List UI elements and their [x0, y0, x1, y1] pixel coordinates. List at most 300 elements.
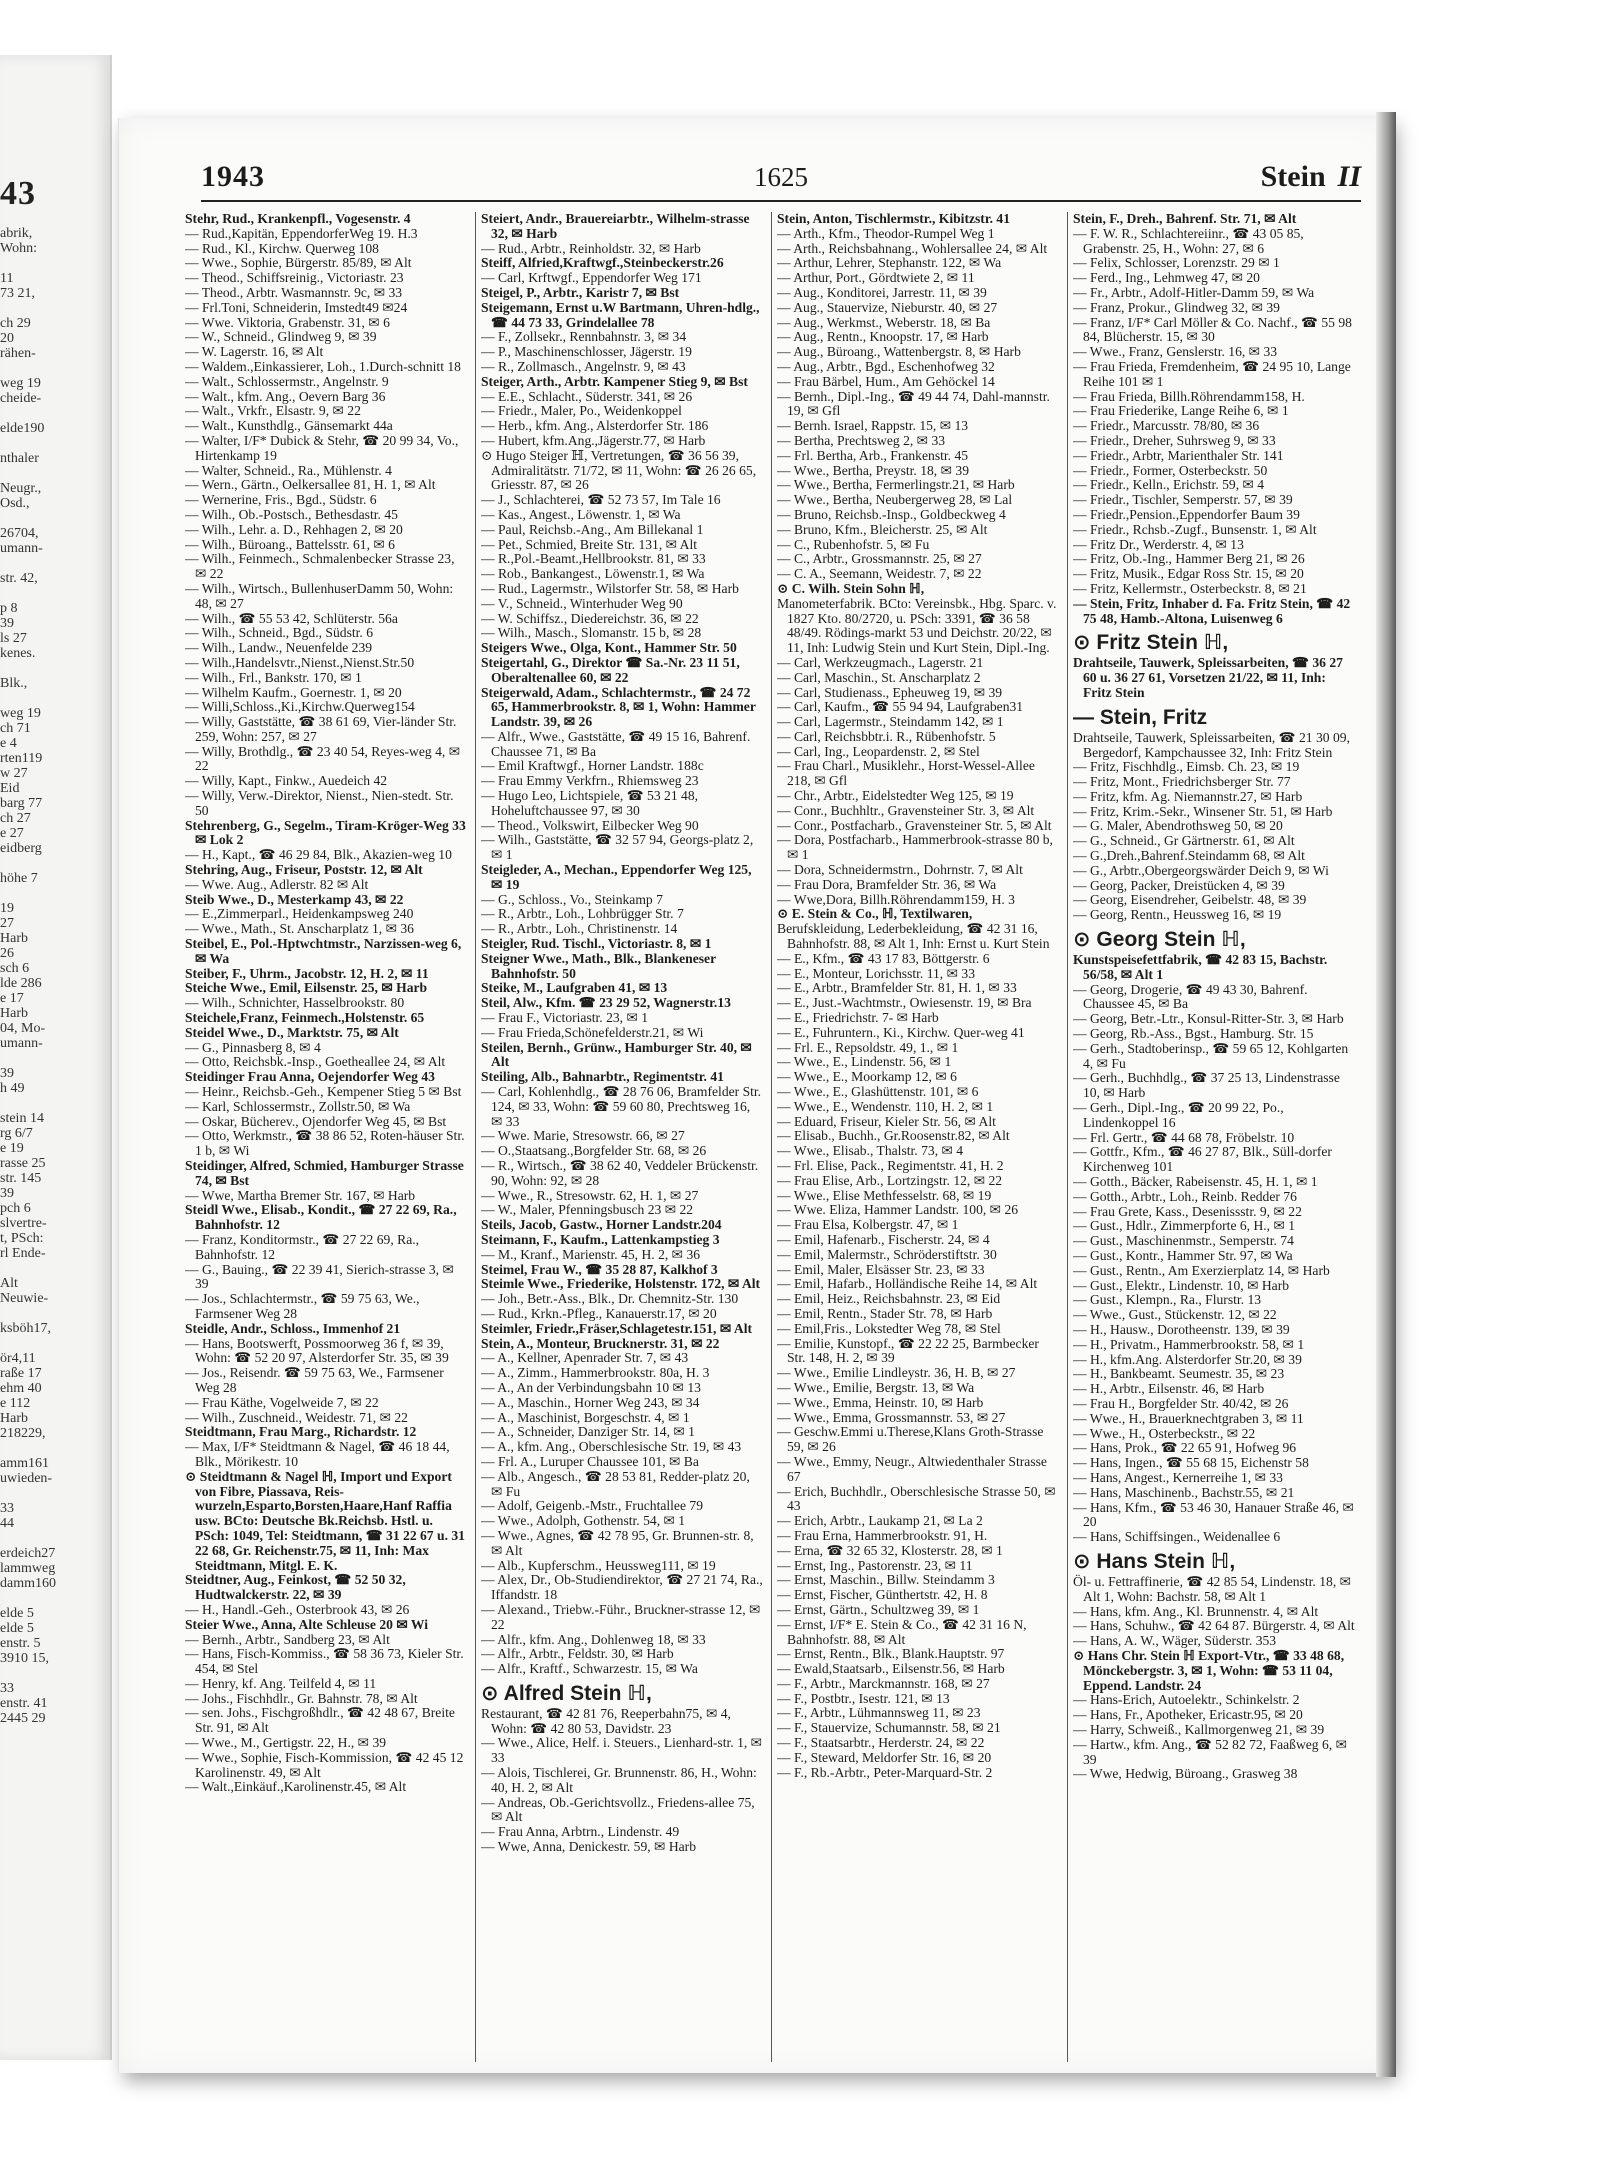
left-page-line: 26 — [0, 946, 14, 961]
left-page-line: amm161 — [0, 1456, 49, 1471]
directory-entry: — Franz, Konditormstr., ☎ 27 22 69, Ra., Bahnhofstr. 12 — [185, 1231, 420, 1262]
directory-entry: — Wilh., Ob.-Postsch., Bethesdastr. 45 — [185, 506, 398, 522]
directory-entry: — Wwe., Elisab., Thalstr. 73, ✉ 4 — [777, 1143, 964, 1159]
directory-entry: — Frau Frieda, Billh.Röhrendamm158, H. — [1073, 388, 1305, 404]
directory-entry: — Wilh., Büroang., Battelsstr. 61, ✉ 6 — [185, 536, 395, 552]
directory-entry: — Friedr., Marcusstr. 78/80, ✉ 36 — [1073, 418, 1260, 434]
directory-entry: Steimle Wwe., Friederike, Holstenstr. 172, ✉ Alt — [481, 1276, 761, 1292]
directory-entry: — Frau Käthe, Vogelweide 7, ✉ 22 — [185, 1394, 379, 1410]
directory-entry: — Rud., Kl., Kirchw. Querweg 108 — [185, 240, 379, 256]
directory-entry: Steidtner, Aug., Feinkost, ☎ 52 50 32, Hudtwalckerstr. 22, ✉ 39 — [185, 1572, 406, 1603]
directory-entry: Drahtseile, Tauwerk, Spleissarbeiten, ☎ 21 30 09, Bergedorf, Kampchaussee 32, Inh: Fritz Stein — [1073, 729, 1350, 760]
directory-entry: — Hans, Ingen., ☎ 55 68 15, Eichenstr 58 — [1073, 1455, 1309, 1471]
left-page-line: e 17 — [0, 991, 24, 1006]
directory-entry: — Wilh., Masch., Slomanstr. 15 b, ✉ 28 — [481, 625, 702, 641]
directory-page — [118, 118, 1391, 2073]
directory-entry: — sen. Johs., Fischgroßhdlr., ☎ 42 48 67, Breite Str. 91, ✉ Alt — [185, 1705, 455, 1736]
directory-entry: — Willy, Brothdlg., ☎ 23 40 54, Reyes-weg 4, ✉ 22 — [185, 743, 461, 774]
left-page-line: 39 — [0, 1066, 14, 1081]
directory-entry: — C., Arbtr., Grossmannstr. 25, ✉ 27 — [777, 551, 982, 567]
directory-entry: — Friedr., Maler, Po., Weidenkoppel — [481, 403, 682, 419]
directory-entry: Berufskleidung, Lederbekleidung, ☎ 42 31 16, Bahnhofstr. 88, ✉ Alt 1, Inh: Ernst u. Kurt Stein — [777, 921, 1050, 952]
directory-entry: — Alfr., Wwe., Gaststätte, ☎ 49 15 16, Bahrenf. Chaussee 71, ✉ Ba — [481, 728, 751, 759]
directory-entry: — Emil,Fris., Lokstedter Weg 78, ✉ Stel — [777, 1320, 1001, 1336]
directory-entry: — Ewald,Staatsarb., Eilsenstr.56, ✉ Harb — [777, 1661, 1005, 1677]
directory-entry: — Aug., Werkmst., Weberstr. 18, ✉ Ba — [777, 314, 991, 330]
left-page-line: weg 19 — [0, 376, 41, 391]
left-page-line: ch 29 — [0, 316, 31, 331]
left-page-line: e 19 — [0, 1141, 24, 1156]
directory-entry: — V., Schneid., Winterhuder Weg 90 — [481, 595, 683, 611]
directory-entry: — H., Arbtr., Eilsenstr. 46, ✉ Harb — [1073, 1381, 1265, 1397]
directory-entry: — Frau Dora, Bramfelder Str. 36, ✉ Wa — [777, 876, 997, 892]
directory-entry: Drahtseile, Tauwerk, Spleissarbeiten, ☎ 36 27 60 u. 36 27 61, Vorsetzen 21/22, ✉ 11, Inh: Fritz Stein — [1073, 655, 1343, 700]
left-page-line: Alt — [0, 1276, 18, 1291]
directory-entry: ⊙ C. Wilh. Stein Sohn ℍ, — [777, 580, 925, 596]
left-page-line: weg 19 — [0, 706, 41, 721]
directory-entry: — Alexand., Triebw.-Führ., Bruckner-strasse 12, ✉ 22 — [481, 1601, 761, 1632]
left-page-line: w 27 — [0, 766, 28, 781]
left-page-line: elde190 — [0, 421, 45, 436]
directory-entry: — G., Bauing., ☎ 22 39 41, Sierich-strasse 3, ✉ 39 — [185, 1261, 454, 1292]
directory-entry: — Ernst, Rentn., Blk., Blank.Hauptstr. 97 — [777, 1646, 1005, 1662]
directory-entry: — Alfr., Arbtr., Feldstr. 30, ✉ Harb — [481, 1646, 674, 1662]
directory-entry: Steimann, F., Kaufm., Lattenkampstieg 3 — [481, 1231, 720, 1247]
left-page-line: lammweg — [0, 1561, 56, 1576]
directory-entry: Steidle, Andr., Schloss., Immenhof 21 — [185, 1320, 401, 1336]
directory-entry: — Wwe., Sophie, Fisch-Kommission, ☎ 42 45 12 Karolinenstr. 49, ✉ Alt — [185, 1749, 464, 1780]
directory-entry: — F., Arbtr., Lühmannsweg 11, ✉ 23 — [777, 1705, 981, 1721]
header-keyword-text: Stein — [1260, 160, 1326, 193]
page-edge-shadow — [1376, 112, 1396, 2077]
directory-entry: — Gerh., Dipl.-Ing., ☎ 20 99 22, Po., Lindenkoppel 16 — [1073, 1100, 1284, 1130]
directory-column-2 — [481, 212, 764, 2062]
left-page-line: lde 286 — [0, 976, 42, 991]
directory-entry: — Hartw., kfm. Ang., ☎ 52 82 72, Faaßweg 6, ✉ 39 — [1073, 1736, 1347, 1767]
directory-entry: Steiche Wwe., Emil, Eilsenstr. 25, ✉ Harb — [185, 980, 428, 996]
directory-entry: ⊙ Hans Chr. Stein ℍ Export-Vtr., ☎ 33 48 68, Mönckebergstr. 3, ✉ 1, Wohn: ☎ 53 11 04, Eppend. Landstr. 24 — [1073, 1647, 1345, 1693]
directory-entry: — Wwe., Adolph, Gothenstr. 54, ✉ 1 — [481, 1513, 686, 1529]
left-page-line: rasse 25 — [0, 1156, 46, 1171]
directory-entry: — C. A., Seemann, Weidestr. 7, ✉ 22 — [777, 566, 982, 582]
left-page-line: 26704, — [0, 526, 39, 541]
left-page-line: elde 5 — [0, 1606, 34, 1621]
directory-entry: — Friedr., Former, Osterbeckstr. 50 — [1073, 462, 1268, 478]
directory-entry: — Wwe, Anna, Denickestr. 59, ✉ Harb — [481, 1839, 696, 1855]
left-page-line: umann- — [0, 1036, 43, 1051]
directory-entry: — Harry, Schweiß., Kallmorgenweg 21, ✉ 39 — [1073, 1721, 1325, 1737]
directory-entry: — Hans, Prok., ☎ 22 65 91, Hofweg 96 — [1073, 1440, 1297, 1456]
directory-entry: — Carl, Ing., Leopardenstr. 2, ✉ Stel — [777, 743, 980, 759]
directory-entry: — Wilh., Landw., Neuenfelde 239 — [185, 640, 373, 656]
directory-columns — [185, 212, 1365, 2062]
directory-entry: Manometerfabrik. BCto: Vereinsbk., Hbg. Sparc. v. 1827 Kto. 80/2720, u. PSch: 3391, ☎ 36 58 48/49. Rödings-markt 53 und Deichstr. 20/22, ✉ 11, Inh: Ludwig Stein und Kurt Stein, Dipl.-Ing. — [777, 595, 1057, 656]
left-page-line: eidberg — [0, 841, 42, 856]
directory-entry: — Gerh., Buchhdlg., ☎ 37 25 13, Lindenstrasse 10, ✉ Harb — [1073, 1070, 1340, 1101]
directory-entry: — Bernh., Arbtr., Sandberg 23, ✉ Alt — [185, 1631, 390, 1647]
directory-entry: Steils, Jacob, Gastw., Horner Landstr.204 — [481, 1217, 722, 1233]
directory-entry: — Wwe., Emilie, Bergstr. 13, ✉ Wa — [777, 1379, 975, 1395]
directory-entry: — Wilh., ☎ 55 53 42, Schlüterstr. 56a — [185, 610, 398, 626]
directory-entry: — Wilh., Lehr. a. D., Rehhagen 2, ✉ 20 — [185, 521, 403, 537]
directory-entry: — Carl, Kohlenhdlg., ☎ 28 76 06, Bramfelder Str. 124, ✉ 33, Wohn: ☎ 59 60 80, Prechtsweg 16, ✉ 33 — [481, 1084, 762, 1129]
left-page-line: t, PSch: — [0, 1231, 44, 1246]
directory-entry: — Wwe., Math., St. Anscharplatz 1, ✉ 36 — [185, 921, 414, 937]
directory-entry: — A., Maschinist, Borgeschstr. 4, ✉ 1 — [481, 1409, 690, 1425]
directory-entry: — Friedr.,Pension.,Eppendorfer Baum 39 — [1073, 506, 1300, 522]
left-page-line: abrik, — [0, 226, 33, 241]
left-page-line: umann- — [0, 541, 43, 556]
directory-entry: — Dora, Schneidermstrn., Dohrnstr. 7, ✉ Alt — [777, 862, 1023, 878]
directory-entry: — F., Zollsekr., Rennbahnstr. 3, ✉ 34 — [481, 329, 687, 345]
directory-entry: — Wilh., Gaststätte, ☎ 32 57 94, Georgs-platz 2, ✉ 1 — [481, 832, 754, 863]
directory-entry: — Walt., Kunsthdlg., Gänsemarkt 44a — [185, 418, 393, 434]
directory-entry: Steimler, Friedr.,Fräser,Schlagetestr.151, ✉ Alt — [481, 1320, 753, 1336]
directory-entry: — Gerh., Stadtoberinsp., ☎ 59 65 12, Kohlgarten 4, ✉ Fu — [1073, 1040, 1349, 1071]
directory-entry: — Carl, Werkzeugmach., Lagerstr. 21 — [777, 654, 984, 670]
left-page-line: 218229, — [0, 1426, 46, 1441]
left-page-line: pch 6 — [0, 1201, 31, 1216]
directory-entry: — A., An der Verbindungsbahn 10 ✉ 13 — [481, 1379, 701, 1395]
directory-entry: — Fr., Arbtr., Adolf-Hitler-Damm 59, ✉ Wa — [1073, 284, 1315, 300]
directory-entry: — Hans, Angest., Kernerreihe 1, ✉ 33 — [1073, 1469, 1283, 1485]
directory-entry: — W., Schneid., Glindweg 9, ✉ 39 — [185, 329, 377, 345]
directory-entry: — Frl. Elise, Pack., Regimentstr. 41, H. 2 — [777, 1158, 1004, 1173]
directory-entry: — Bernh. Israel, Rappstr. 15, ✉ 13 — [777, 418, 969, 434]
left-page-line: enstr. 5 — [0, 1636, 41, 1651]
left-page-line: 11 — [0, 271, 14, 286]
left-page-line: 19 — [0, 901, 14, 916]
directory-entry: — Wwe., H., Osterbeckstr., ✉ 22 — [1073, 1425, 1256, 1441]
directory-entry: — Frl. A., Luruper Chaussee 101, ✉ Ba — [481, 1453, 699, 1469]
left-page-line: ch 27 — [0, 811, 31, 826]
directory-entry: — Wwe., Franz, Genslerstr. 16, ✉ 33 — [1073, 344, 1278, 360]
directory-entry: — F., Arbtr., Marckmannstr. 168, ✉ 27 — [777, 1675, 990, 1691]
directory-entry: — Paul, Reichsb.-Ang., Am Billekanal 1 — [481, 521, 704, 537]
directory-entry: — Alfr., Kraftf., Schwarzestr. 15, ✉ Wa — [481, 1661, 698, 1677]
directory-entry: Steigertahl, G., Direktor ☎ Sa.-Nr. 23 11 51, Oberaltenallee 60, ✉ 22 — [481, 654, 740, 685]
directory-entry: — Waldem.,Einkassierer, Loh., 1.Durch-schnitt 18 — [185, 358, 461, 374]
directory-entry: — Pet., Schmied, Breite Str. 131, ✉ Alt — [481, 536, 698, 552]
directory-entry: — Friedr., Tischler, Semperstr. 57, ✉ 39 — [1073, 492, 1293, 508]
directory-entry: ⊙ Georg Stein ℍ, — [1073, 928, 1246, 952]
directory-entry: — H., Handl.-Geh., Osterbrook 43, ✉ 26 — [185, 1601, 410, 1617]
directory-entry: — Friedr., Kelln., Erichstr. 59, ✉ 4 — [1073, 477, 1265, 493]
left-facing-page — [0, 55, 112, 2060]
directory-entry: — F., Stauervize, Schumannstr. 58, ✉ 21 — [777, 1720, 1001, 1736]
directory-entry: — A., Maschin., Horner Weg 243, ✉ 34 — [481, 1394, 700, 1410]
left-page-line: raße 17 — [0, 1366, 42, 1381]
directory-entry: — Hans, Schuhw., ☎ 42 64 87. Bürgerstr. 4, ✉ Alt — [1073, 1618, 1355, 1634]
directory-entry: — E., Monteur, Lorichsstr. 11, ✉ 33 — [777, 965, 975, 981]
directory-entry: — Wwe., Bertha, Preystr. 18, ✉ 39 — [777, 462, 969, 478]
directory-entry: — Alfr., kfm. Ang., Dohlenweg 18, ✉ 33 — [481, 1631, 706, 1647]
directory-entry: — F., Steward, Meldorfer Str. 16, ✉ 20 — [777, 1749, 992, 1765]
directory-entry: — E., Friedrichstr. 7- ✉ Harb — [777, 1010, 939, 1026]
directory-entry: — Ernst, Ing., Pastorenstr. 23, ✉ 11 — [777, 1557, 973, 1573]
directory-entry: — Emil, Rentn., Stader Str. 78, ✉ Harb — [777, 1305, 993, 1321]
left-page-line: ls 27 — [0, 631, 27, 646]
directory-entry: — Hans, kfm. Ang., Kl. Brunnenstr. 4, ✉ Alt — [1073, 1603, 1319, 1619]
directory-entry: — F. W. R., Schlachtereiinr., ☎ 43 05 85, Grabenstr. 25, H., Wohn: 27, ✉ 6 — [1073, 225, 1304, 256]
directory-entry: — Heinr., Reichsb.-Geh., Kempener Stieg 5 ✉ Bst — [185, 1084, 462, 1100]
directory-entry: Steidinger Frau Anna, Oejendorfer Weg 43 — [185, 1069, 435, 1085]
directory-entry: — Hugo Leo, Lichtspiele, ☎ 53 21 48, Hoheluftchaussee 97, ✉ 30 — [481, 788, 699, 818]
directory-entry: — Frau Anna, Arbtrn., Lindenstr. 49 — [481, 1824, 680, 1840]
directory-entry: ⊙ Steidtmann & Nagel ℍ, Import und Export von Fibre, Piassava, Reis-wurzeln,Esparto,Borsten,Haare,Hanf Raffia usw. BCto: Deutsche Bk.Reichsb. Hstl. u. PSch: 1049, Tel: Steidtmann, ☎ 31 22 67 u. 31 22 68, Gr. Reichenstr.75, ✉ 11, Inh: Max Steidtmann, Mitgl. E. K. — [185, 1468, 465, 1573]
directory-entry: — E., Just.-Wachtmstr., Owiesenstr. 19, ✉ Bra — [777, 995, 1032, 1011]
directory-entry: — Frau Elsa, Kolbergstr. 47, ✉ 1 — [777, 1217, 959, 1233]
directory-entry: — Frau Emmy Verkfrn., Rhiemsweg 23 — [481, 773, 699, 789]
column-divider — [1067, 212, 1068, 2062]
directory-entry: — Willy, Verw.-Direktor, Nienst., Nien-stedt. Str. 50 — [185, 788, 454, 818]
directory-entry: — Wwe., M., Gertigstr. 22, H., ✉ 39 — [185, 1735, 387, 1751]
directory-entry: — Geschw.Emmi u.Therese,Klans Groth-Strasse 59, ✉ 26 — [777, 1424, 1044, 1455]
directory-entry: — Gotth., Arbtr., Loh., Reinb. Redder 76 — [1073, 1188, 1297, 1204]
directory-entry: — Wwe., Emilie Lindleystr. 36, H. B, ✉ 27 — [777, 1365, 1016, 1381]
directory-entry: — A., kfm. Ang., Oberschlesische Str. 19, ✉ 43 — [481, 1439, 742, 1455]
left-page-line: str. 42, — [0, 571, 38, 586]
directory-entry: — Gust., Kontr., Hammer Str. 97, ✉ Wa — [1073, 1248, 1293, 1263]
directory-entry: Steil, Alw., Kfm. ☎ 23 29 52, Wagnerstr.13 — [481, 995, 731, 1011]
directory-entry: — Oskar, Bücherev., Ojendorfer Weg 45, ✉ Bst — [185, 1113, 447, 1129]
directory-entry: — A., Zimm., Hammerbrookstr. 80a, H. 3 — [481, 1365, 710, 1381]
directory-entry: ⊙ Fritz Stein ℍ, — [1073, 631, 1229, 655]
header-keyword — [1261, 160, 1361, 194]
directory-entry: — Kas., Angest., Löwenstr. 1, ✉ Wa — [481, 506, 681, 522]
directory-entry: — Gust., Klempn., Ra., Flurstr. 13 — [1073, 1292, 1262, 1308]
column-divider — [475, 212, 476, 2062]
directory-entry: — P., Maschinenschlosser, Jägerstr. 19 — [481, 344, 692, 360]
directory-entry: — Frau Grete, Kass., Desenissstr. 9, ✉ 22 — [1073, 1203, 1302, 1219]
directory-entry: Steigner Wwe., Math., Blk., Blankeneser Bahnhofstr. 50 — [481, 950, 716, 981]
directory-entry: — Georg, Eisendreher, Geibelstr. 48, ✉ 39 — [1073, 892, 1307, 908]
directory-entry: — Fritz, kfm. Ag. Niemannstr.27, ✉ Harb — [1073, 788, 1303, 804]
directory-entry: — Aug., Konditorei, Jarrestr. 11, ✉ 39 — [777, 284, 987, 300]
directory-entry: — Aug., Arbtr., Bgd., Eschenhofweg 32 — [777, 358, 995, 374]
directory-entry: — Frl. Bertha, Arb., Frankenstr. 45 — [777, 447, 969, 463]
directory-entry: Steibel, E., Pol.-Hptwchtmstr., Narzissen-weg 6, ✉ Wa — [185, 936, 462, 966]
directory-entry: — Arthur, Lehrer, Stephanstr. 122, ✉ Wa — [777, 255, 1002, 271]
directory-entry: — Wwe. Aug., Adlerstr. 82 ✉ Alt — [185, 876, 369, 892]
directory-entry: — Gust., Hdlr., Zimmerpforte 6, H., ✉ 1 — [1073, 1218, 1296, 1234]
directory-entry: — C., Rubenhofstr. 5, ✉ Fu — [777, 536, 930, 552]
directory-entry: — W. Lagerstr. 16, ✉ Alt — [185, 344, 324, 360]
directory-column-4 — [1073, 212, 1356, 2062]
directory-entry: — R., Zollmasch., Angelnstr. 9, ✉ 43 — [481, 358, 686, 374]
directory-entry: Steidtmann, Frau Marg., Richardstr. 12 — [185, 1424, 417, 1440]
directory-entry: Steiff, Alfried,Kraftwgf.,Steinbeckerstr.26 — [481, 255, 724, 271]
directory-entry: — Arth., Kfm., Theodor-Rumpel Weg 1 — [777, 225, 995, 241]
directory-entry: — H., kfm.Ang. Alsterdorfer Str.20, ✉ 39 — [1073, 1351, 1302, 1367]
left-page-line: 39 — [0, 1186, 14, 1201]
directory-entry: — Wwe., Bertha, Fermerlingstr.21, ✉ Harb — [777, 477, 1015, 493]
directory-entry: — Wilh., Zuschneid., Weidestr. 71, ✉ 22 — [185, 1409, 408, 1425]
directory-entry: — G., Schloss., Vo., Steinkamp 7 — [481, 891, 663, 907]
directory-entry: — Theod., Arbtr. Wasmannstr. 9c, ✉ 33 — [185, 284, 403, 300]
left-page-line: uwieden- — [0, 1471, 53, 1486]
left-page-line: barg 77 — [0, 796, 43, 811]
directory-entry: Steidinger, Alfred, Schmied, Hamburger Strasse 74, ✉ Bst — [185, 1158, 464, 1188]
directory-entry: — Henry, kf. Ang. Teilfeld 4, ✉ 11 — [185, 1675, 377, 1691]
directory-entry: — Carl, Krftwgf., Eppendorfer Weg 171 — [481, 270, 702, 286]
directory-entry: ⊙ Alfred Stein ℍ, — [481, 1681, 652, 1705]
directory-entry: Stehrenberg, G., Segelm., Tiram-Kröger-Weg 33 ✉ Lok 2 — [185, 817, 466, 848]
header-year: 1943 — [201, 160, 265, 193]
left-page-line: Neuwie- — [0, 1291, 49, 1306]
directory-entry: — Gust., Rentn., Am Exerzierplatz 14, ✉ Harb — [1073, 1262, 1330, 1278]
directory-entry: — Carl, Studienass., Epheuweg 19, ✉ 39 — [777, 684, 1003, 700]
directory-entry: — F., Postbtr., Isestr. 121, ✉ 13 — [777, 1690, 950, 1706]
directory-entry: — E., Fuhruntern., Ki., Kirchw. Quer-weg 41 — [777, 1024, 1025, 1040]
directory-entry: — Franz, Prokur., Glindweg 32, ✉ 39 — [1073, 299, 1280, 315]
directory-entry: — O.,Staatsang.,Borgfelder Str. 68, ✉ 26 — [481, 1143, 707, 1159]
directory-entry: — Fritz, Kellermstr., Osterbeckstr. 8, ✉ 21 — [1073, 580, 1307, 596]
directory-entry: — Jos., Schlachtermstr., ☎ 59 75 63, We., Farmsener Weg 28 — [185, 1291, 420, 1321]
directory-entry: Steichele,Franz, Feinmech.,Holstenstr. 65 — [185, 1010, 425, 1026]
directory-entry: — Aug., Stauervize, Nieburstr. 40, ✉ 27 — [777, 299, 998, 315]
directory-entry: Steigerwald, Adam., Schlachtermstr., ☎ 24 72 65, Hammerbrookstr. 8, ✉ 1, Wohn: Hammer Landstr. 39, ✉ 26 — [481, 684, 756, 730]
left-page-line: 39 — [0, 616, 14, 631]
directory-entry: — Ernst, Fischer, Günthertstr. 42, H. 8 — [777, 1587, 988, 1603]
directory-entry: — Emil, Heiz., Reichsbahnstr. 23, ✉ Eid — [777, 1291, 1001, 1307]
directory-entry: — Dora, Postfacharb., Hammerbrook-strasse 80 b, ✉ 1 — [777, 832, 1053, 863]
directory-entry: Steimel, Frau W., ☎ 35 28 87, Kalkhof 3 — [481, 1261, 718, 1277]
directory-entry: Steike, M., Laufgraben 41, ✉ 13 — [481, 980, 668, 996]
directory-entry: — Wwe., Alice, Helf. i. Steuers., Lienhard-str. 1, ✉ 33 — [481, 1735, 763, 1766]
directory-entry: — Fritz, Krim.-Sekr., Winsener Str. 51, ✉ Harb — [1073, 803, 1333, 819]
directory-entry: Stehring, Aug., Friseur, Poststr. 12, ✉ Alt — [185, 862, 423, 878]
left-page-line: sch 6 — [0, 961, 30, 976]
directory-entry: Steigemann, Ernst u.W Bartmann, Uhren-hdlg., ☎ 44 73 33, Grindelallee 78 — [481, 299, 760, 330]
directory-entry: — Frau Elise, Arb., Lortzingstr. 12, ✉ 22 — [777, 1172, 1003, 1188]
directory-entry: — Arthur, Port., Gördtwiete 2, ✉ 11 — [777, 270, 975, 286]
directory-entry: — Fritz, Fischhdlg., Eimsb. Ch. 23, ✉ 19 — [1073, 759, 1300, 775]
directory-entry: — Carl, Reichsbbtr.i. R., Rübenhofstr. 5 — [777, 728, 996, 744]
directory-entry: — Hans, A. W., Wäger, Süderstr. 353 — [1073, 1633, 1277, 1649]
left-page-line: 33 — [0, 1501, 14, 1516]
directory-entry: — Frl. E., Repsoldstr. 49, 1., ✉ 1 — [777, 1039, 959, 1055]
directory-entry: — Walt.,Einkäuf.,Karolinenstr.45, ✉ Alt — [185, 1779, 407, 1795]
directory-entry: — Wwe., Gust., Stückenstr. 12, ✉ 22 — [1073, 1307, 1277, 1323]
directory-entry: Kunstspeisefettfabrik, ☎ 42 83 15, Bachstr. 56/58, ✉ Alt 1 — [1073, 952, 1328, 982]
directory-entry: — Wwe,Dora, Billh.Röhrendamm159, H. 3 — [777, 891, 1015, 907]
directory-entry: — Fritz Dr., Werderstr. 4, ✉ 13 — [1073, 536, 1244, 552]
directory-entry: — Wwe., Bertha, Neubergerweg 28, ✉ Lal — [777, 492, 1013, 508]
directory-entry: — Alb., Kupferschm., Heussweg111, ✉ 19 — [481, 1557, 716, 1573]
directory-entry: — Otto, Werkmstr., ☎ 38 86 52, Roten-häuser Str. 1 b, ✉ Wi — [185, 1128, 465, 1159]
directory-entry: — Alex, Dr., Ob-Studiendirektor, ☎ 27 21 74, Ra., Iffandstr. 18 — [481, 1572, 763, 1603]
directory-entry: — Chr., Arbtr., Eidelstedter Weg 125, ✉ 19 — [777, 788, 1014, 804]
directory-entry: — Eduard, Friseur, Kieler Str. 56, ✉ Alt — [777, 1113, 996, 1129]
directory-entry: — Emil Kraftwgf., Horner Landstr. 188c — [481, 758, 704, 774]
directory-entry: — Elisab., Buchh., Gr.Roosenstr.82, ✉ Alt — [777, 1128, 1010, 1144]
directory-entry: Steigleder, A., Mechan., Eppendorfer Weg 125, ✉ 19 — [481, 862, 752, 892]
directory-entry: — Theod., Schiffsreinig., Victoriastr. 23 — [185, 270, 404, 286]
directory-entry: — Friedr., Dreher, Suhrsweg 9, ✉ 33 — [1073, 432, 1276, 448]
directory-entry: — Theod., Volkswirt, Eilbecker Weg 90 — [481, 817, 699, 833]
directory-entry: — Fritz, Musik., Edgar Ross Str. 15, ✉ 20 — [1073, 566, 1304, 582]
directory-entry: — Wwe, Hedwig, Büroang., Grasweg 38 — [1073, 1766, 1298, 1782]
left-page-line: Harb — [0, 1006, 28, 1021]
directory-entry: — Aug., Rentn., Knoopstr. 17, ✉ Harb — [777, 329, 989, 345]
directory-entry: — Wwe., Emma, Heinstr. 10, ✉ Harb — [777, 1394, 984, 1410]
directory-entry: — Bruno, Reichsb.-Insp., Goldbeckweg 4 — [777, 506, 1006, 522]
directory-entry: — Wern., Gärtn., Oelkersallee 81, H. 1, ✉ Alt — [185, 477, 436, 493]
directory-entry: — Wwe. Eliza, Hammer Landstr. 100, ✉ 26 — [777, 1202, 1019, 1218]
left-page-line: 3910 15, — [0, 1651, 49, 1666]
directory-entry: — Emil, Maler, Elsässer Str. 23, ✉ 33 — [777, 1261, 985, 1277]
directory-entry: — Wwe., E., Lindenstr. 56, ✉ 1 — [777, 1054, 952, 1070]
directory-entry: — Frau Friederike, Lange Reihe 6, ✉ 1 — [1073, 403, 1289, 419]
directory-entry: — Friedr., Rchsb.-Zugf., Bunsenstr. 1, ✉ Alt — [1073, 521, 1317, 537]
directory-entry: — R., Arbtr., Loh., Christinenstr. 14 — [481, 921, 678, 937]
directory-entry: — Rud., Krkn.-Pfleg., Kanauerstr.17, ✉ 20 — [481, 1305, 717, 1321]
directory-entry: — G., Pinnasberg 8, ✉ 4 — [185, 1039, 321, 1055]
directory-entry: — Felix, Schlosser, Lorenzstr. 29 ✉ 1 — [1073, 255, 1280, 271]
directory-entry: — G.,Dreh.,Bahrenf.Steindamm 68, ✉ Alt — [1073, 848, 1305, 864]
directory-entry: — Fritz, Mont., Friedrichsberger Str. 77 — [1073, 774, 1291, 790]
directory-entry: — G., Schneid., Gr Gärtnerstr. 61, ✉ Alt — [1073, 833, 1295, 849]
directory-entry: Steib Wwe., D., Mesterkamp 43, ✉ 22 — [185, 891, 404, 907]
directory-entry: Steilen, Bernh., Grünw., Hamburger Str. 40, ✉ Alt — [481, 1039, 752, 1070]
left-page-line: p 8 — [0, 601, 18, 616]
directory-entry: — Conr., Buchhltr., Gravensteiner Str. 3, ✉ Alt — [777, 802, 1035, 818]
directory-entry: — Wwe., Elise Methfesselstr. 68, ✉ 19 — [777, 1187, 992, 1203]
directory-entry: — Stein, Fritz — [1073, 705, 1208, 729]
directory-entry: — Frau Charl., Musiklehr., Horst-Wessel-Allee 218, ✉ Gfl — [777, 758, 1035, 789]
left-page-year: 43 — [0, 175, 36, 212]
left-page-line: 27 — [0, 916, 14, 931]
left-page-line: rten119 — [0, 751, 43, 766]
left-page-line: Osd., — [0, 496, 30, 511]
directory-entry: — Emil, Hafarb., Holländische Reihe 14, ✉ Alt — [777, 1276, 1038, 1292]
directory-entry: — Gust., Maschinenmstr., Semperstr. 74 — [1073, 1233, 1294, 1249]
directory-entry: — Georg, Betr.-Ltr., Konsul-Ritter-Str. 3, ✉ Harb — [1073, 1011, 1344, 1027]
directory-entry: — Franz, I/F* Carl Möller & Co. Nachf., ☎ 55 98 84, Blücherstr. 15, ✉ 30 — [1073, 314, 1352, 345]
directory-entry: — Erich, Buchhdlr., Oberschlesische Strasse 50, ✉ 43 — [777, 1483, 1056, 1514]
left-page-line: Wohn: — [0, 241, 37, 256]
directory-column-1 — [185, 212, 468, 2062]
directory-entry: Steiling, Alb., Bahnarbtr., Regimentstr. 41 — [481, 1069, 724, 1085]
directory-entry: — Walt., kfm. Ang., Oevern Barg 36 — [185, 388, 386, 404]
directory-entry: — R.,Pol.-Beamt.,Hellbrookstr. 81, ✉ 33 — [481, 551, 706, 567]
directory-entry: — Frau F., Victoriastr. 23, ✉ 1 — [481, 1010, 649, 1026]
directory-entry: — Wwe, Martha Bremer Str. 167, ✉ Harb — [185, 1187, 416, 1203]
directory-entry: — Max, I/F* Steidtmann & Nagel, ☎ 46 18 44, Blk., Mörikestr. 10 — [185, 1439, 450, 1469]
directory-entry: — Emil, Malermstr., Schröderstiftstr. 30 — [777, 1246, 997, 1262]
directory-entry: — Carl, Kaufm., ☎ 55 94 94, Laufgraben31 — [777, 699, 1024, 715]
directory-entry: — Gotth., Bäcker, Rabeisenstr. 45, H. 1, ✉ 1 — [1073, 1174, 1318, 1190]
directory-entry: — Fritz, Ob.-Ing., Hammer Berg 21, ✉ 26 — [1073, 551, 1305, 567]
directory-entry: — E., Kfm., ☎ 43 17 83, Böttgerstr. 6 — [777, 950, 990, 966]
directory-entry: — A., Kellner, Apenrader Str. 7, ✉ 43 — [481, 1350, 689, 1366]
left-page-line: rl Ende- — [0, 1246, 46, 1261]
column-divider — [771, 212, 772, 2062]
directory-entry: — E.,Zimmerparl., Heidenkampsweg 240 — [185, 906, 414, 922]
directory-entry: — Wwe., E., Glashüttenstr. 101, ✉ 6 — [777, 1084, 979, 1100]
directory-entry: — Wilh., Frl., Bankstr. 170, ✉ 1 — [185, 669, 362, 685]
page-header — [201, 160, 1361, 202]
directory-entry: Restaurant, ☎ 42 81 76, Reeperbahn75, ✉ 4, Wohn: ☎ 42 80 53, Davidstr. 23 — [481, 1705, 731, 1736]
directory-entry: — Willi,Schloss.,Ki.,Kirchw.Querweg154 — [185, 699, 415, 715]
directory-entry: Steiert, Andr., Brauereiarbtr., Wilhelm-strasse 32, ✉ Harb — [481, 212, 750, 241]
directory-entry: Stein, Anton, Tischlermstr., Kibitzstr. 41 — [777, 212, 1011, 226]
directory-entry: — Carl, Maschin., St. Anscharplatz 2 — [777, 669, 981, 685]
left-page-line: ehm 40 — [0, 1381, 42, 1396]
directory-entry: — Rud., Arbtr., Reinholdstr. 32, ✉ Harb — [481, 240, 701, 256]
directory-entry: Stein, F., Dreh., Bahrenf. Str. 71, ✉ Alt — [1073, 212, 1297, 226]
